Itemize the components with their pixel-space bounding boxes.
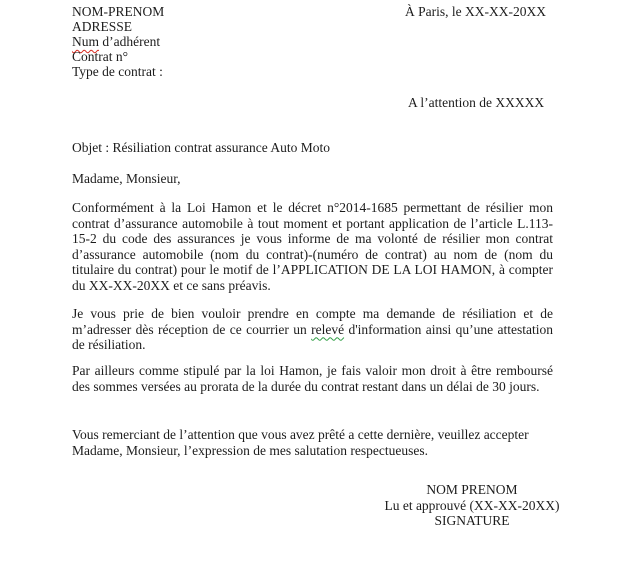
paragraph-request <box>72 306 553 353</box>
sender-address: ADRESSE <box>72 19 133 34</box>
member-number-rest: d’adhérent <box>99 34 161 49</box>
paragraph-closing: Vous remerciant de l’attention que vous avez prêté a cette dernière, veuillez accepter Madame, Monsieur, l’expression de mes salutation respectueuses. <box>72 427 529 458</box>
paragraph-hamon-law: Conformément à la Loi Hamon et le décret n°2014-1685 permettant de résilier mon contrat d’assurance automobile à tout moment et portant application de l’article L.113-15-2 du code des assurances je vous informe de ma volonté de résilier mon contrat d’assurance automobile (nom du contrat)-(numéro de contrat) au nom de (nom du titulaire du contrat) pour le motif de l’APPLICATION DE LA LOI HAMON, à compter du XX-XX-20XX et ce sans préavis. <box>72 200 553 293</box>
member-number-line <box>72 34 164 49</box>
sender-block <box>72 4 164 79</box>
salutation: Madame, Monsieur, <box>72 171 181 186</box>
paragraph-refund: Par ailleurs comme stipulé par la loi Hamon, je fais valoir mon droit à être remboursé des sommes versées au prorata de la durée du contrat restant dans un délai de 30 jours. <box>72 363 553 394</box>
date-line: À Paris, le XX-XX-20XX <box>405 4 546 19</box>
contract-type-line: Type de contrat : <box>72 64 163 79</box>
attention-line: A l’attention de XXXXX <box>408 95 545 110</box>
paragraph-request-after: d'information ainsi qu’une attestation de résiliation. <box>72 321 554 352</box>
sender-name: NOM-PRENOM <box>72 4 165 19</box>
signature-block <box>372 482 572 529</box>
signature-approval: Lu et approuvé (XX-XX-20XX) <box>384 497 560 513</box>
signature-label: SIGNATURE <box>434 513 510 528</box>
contract-number-line: Contrat n° <box>72 49 129 64</box>
subject-line: Objet : Résiliation contrat assurance Auto Moto <box>72 140 330 155</box>
paragraph-request-grammar-marked-word: relevé <box>311 321 345 337</box>
signature-name: NOM PRENOM <box>426 482 518 497</box>
paragraph-request-before: Je vous prie de bien vouloir prendre en compte ma demande de résiliation et de m’adresser dès réception de ce courrier un <box>72 306 553 337</box>
member-number-misspelled-word: Num <box>72 34 99 49</box>
